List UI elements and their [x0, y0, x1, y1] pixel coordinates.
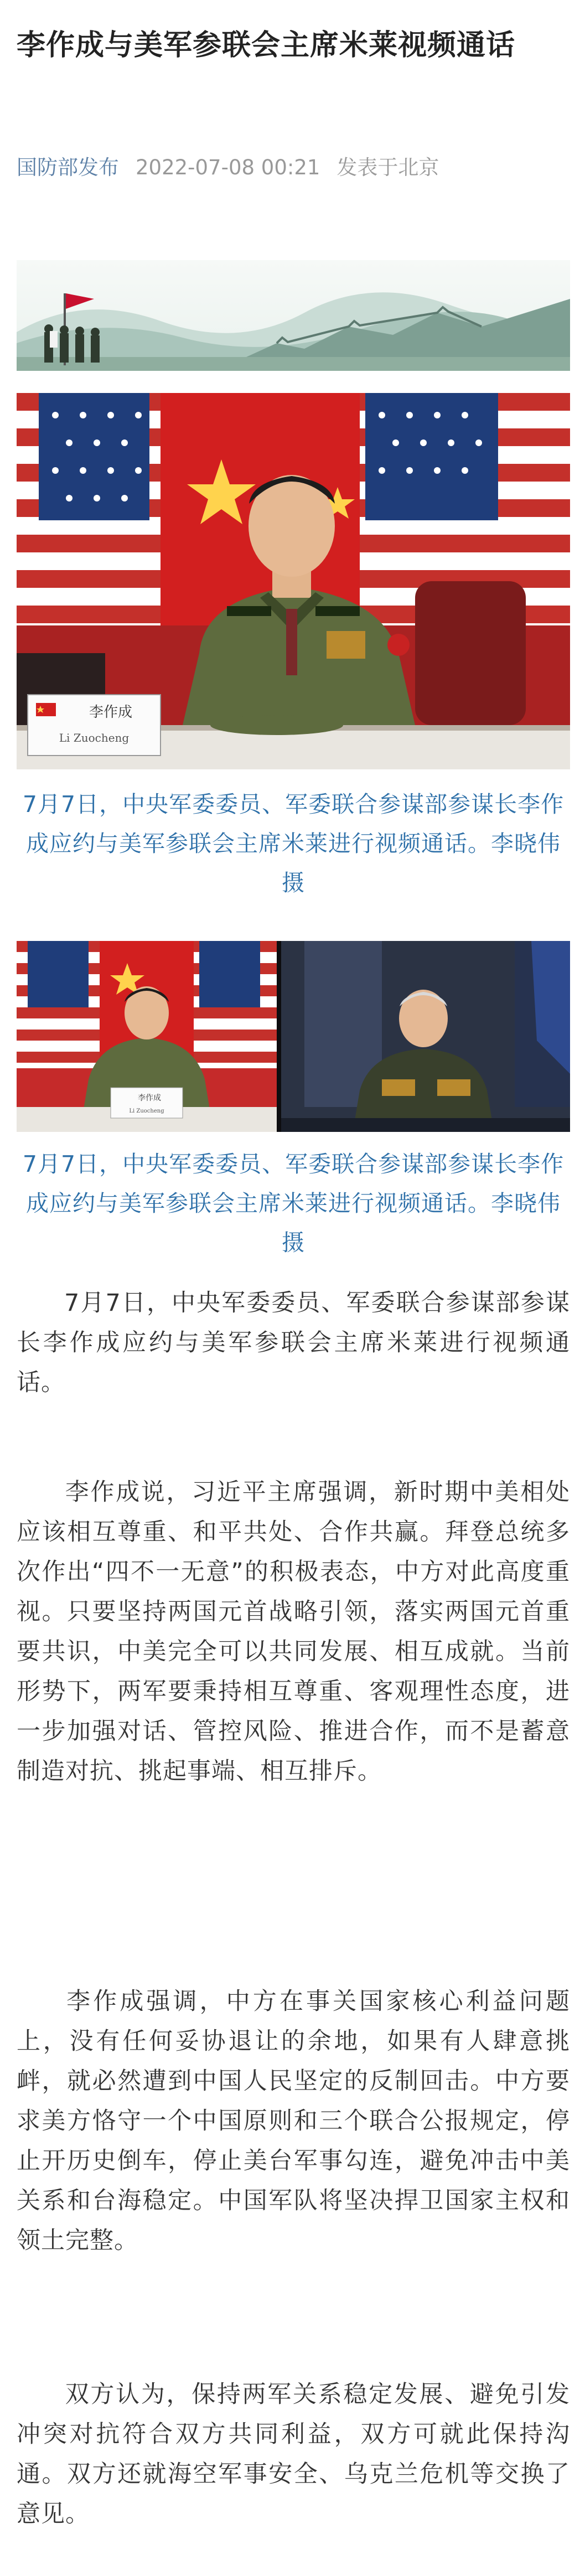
photo-li-zuocheng — [17, 393, 570, 769]
article-title: 李作成与美军参联会主席米莱视频通话 — [17, 29, 516, 62]
nameplate-cn: 李作成 — [89, 704, 133, 721]
paragraph-text: 7月7日，中央军委委员、军委联合参谋部参谋长李作成应约与美军参联会主席米莱进行视频通话。 — [17, 1289, 570, 1396]
paragraph-text: 李作成强调，中方在事关国家核心利益问题上，没有任何妥协退让的余地，如果有人肆意挑衅，就必然遭到中国人民坚定的反制回击。中方要求美方恪守一个中国原则和三个联合公报规定，停止开历史倒车，停止美台军事勾连，避免冲击中美关系和台海稳定。中国军队将坚决捍卫国家主权和领土完整。 — [17, 1988, 570, 2254]
nameplate-en: Li Zuocheng — [59, 731, 130, 744]
paragraph-text: 双方认为，保持两军关系稳定发展、避免引发冲突对抗符合双方共同利益，双方可就此保持沟通。双方还就海空军事安全、乌克兰危机等交换了意见。 — [17, 2381, 570, 2528]
paragraph-text: 李作成说，习近平主席强调，新时期中美相处应该相互尊重、和平共处、合作共赢。拜登总统多次作出“四不一无意”的积极表态，中方对此高度重视。只要坚持两国元首战略引领，落实两国元首重要共识，中美完全可以共同发展、相互成就。当前形势下，两军要秉持相互尊重、客观理性态度，进一步加强对话、管控风险、推进合作，而不是蓄意制造对抗、挑起事端、相互排斥。 — [17, 1478, 570, 1785]
decorative-banner — [17, 260, 570, 371]
nameplate-2-en: Li Zuocheng — [129, 1108, 164, 1114]
photo-caption-2: 7月7日，中央军委委员、军委联合参谋部参谋长李作成应约与美军参联会主席米莱进行视频通话。李晓伟 摄 — [22, 1151, 565, 1256]
body-paragraph-3 — [17, 1982, 570, 2261]
photo-caption-1: 7月7日，中央军委委员、军委联合参谋部参谋长李作成应约与美军参联会主席米莱进行视频通话。李晓伟 摄 — [22, 791, 565, 896]
body-paragraph-2 — [17, 1472, 570, 1791]
nameplate-2-cn: 李作成 — [138, 1094, 161, 1103]
us-flag-left — [17, 393, 161, 625]
article-source[interactable]: 国防部发布 — [17, 156, 119, 179]
nameplate — [28, 695, 161, 756]
video-call-illustration — [17, 941, 570, 1132]
body-paragraph-4 — [17, 2375, 570, 2534]
article-location: 发表于北京 — [336, 156, 439, 179]
photo-video-call — [17, 941, 570, 1132]
article-meta — [17, 154, 570, 182]
great-wall-landscape-illustration — [17, 260, 570, 371]
article-datetime: 2022-07-08 00:21 — [136, 156, 320, 179]
body-paragraph-1 — [17, 1283, 570, 1403]
photo-illustration — [17, 393, 570, 769]
